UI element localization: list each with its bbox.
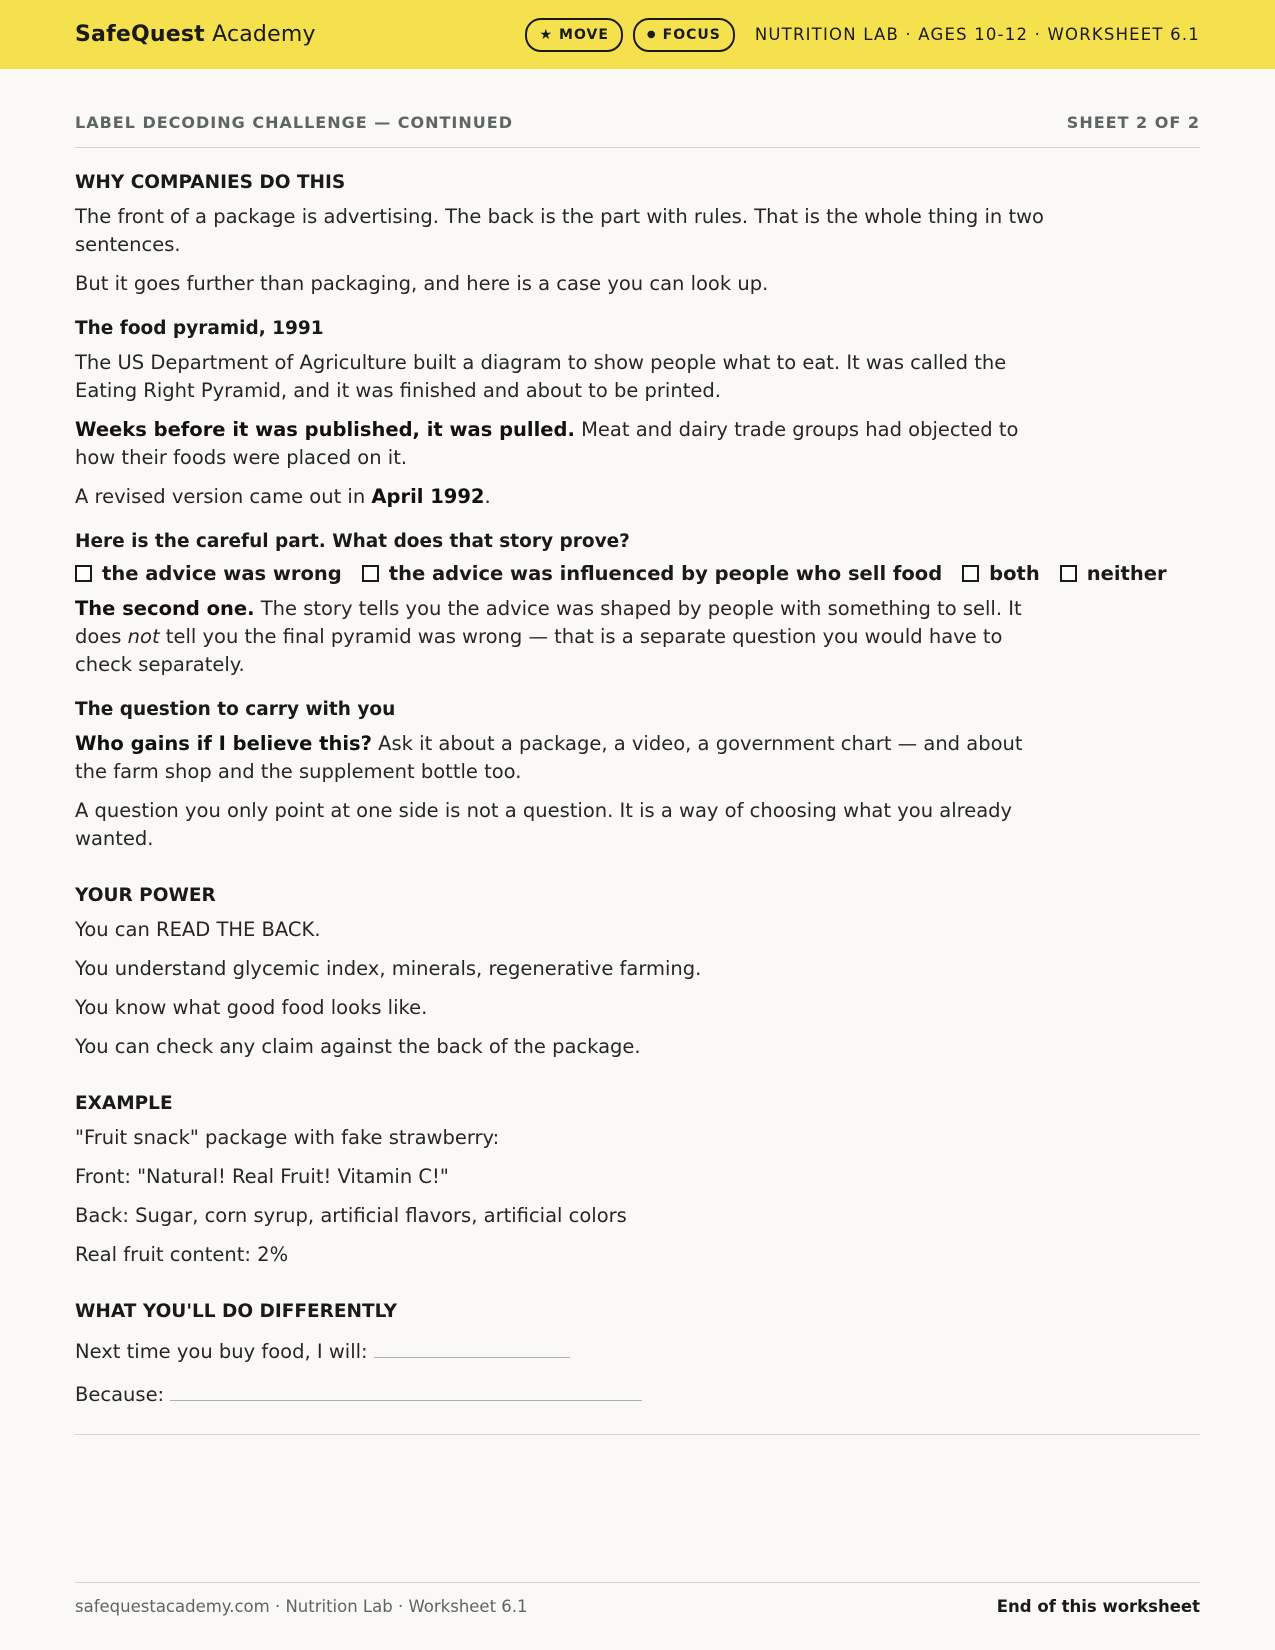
checkbox[interactable] (75, 565, 92, 582)
choice-label: both (989, 562, 1040, 585)
gains-rest: Ask it about a package, a video, a government chart — and about the farm shop and the supplement bottle too. (75, 732, 1023, 783)
will-prompt: Next time you buy food, I will: (75, 1340, 368, 1363)
revised-pre: A revised version came out in (75, 485, 372, 508)
brand-logo (75, 22, 316, 47)
answer-paragraph (75, 595, 1055, 679)
answer-bold: The second one. (75, 597, 255, 620)
pulled-rest: Meat and dairy trade groups had objected to how their foods were placed on it. (75, 418, 1019, 469)
example-line: "Fruit snack" package with fake strawberry: (75, 1126, 500, 1149)
because-prompt: Because: (75, 1383, 165, 1406)
because-answer-line[interactable] (170, 1399, 642, 1401)
star-icon: ★ (539, 26, 554, 43)
choice-label: the advice was wrong (102, 562, 342, 585)
choice-label: the advice was influenced by people who sell food (388, 562, 943, 585)
power-line: You can check any claim against the back of the package. (75, 1035, 641, 1058)
example-line: Front: "Natural! Real Fruit! Vitamin C!" (75, 1165, 449, 1188)
answer-italic: not (127, 625, 160, 648)
worksheet-meta: NUTRITION LAB · AGES 10-12 · WORKSHEET 6.1 (754, 25, 1200, 44)
will-answer-line[interactable] (374, 1356, 570, 1358)
top-banner (0, 0, 1275, 69)
carry-heading: The question to carry with you (75, 699, 396, 720)
footer-source: safequestacademy.com · Nutrition Lab · Worksheet 6.1 (75, 1597, 528, 1616)
why-paragraph-2: But it goes further than packaging, and here is a case you can look up. (75, 272, 769, 295)
revised-post: . (484, 485, 491, 508)
move-label: MOVE (559, 26, 609, 43)
pyramid-paragraph: The US Department of Agriculture built a diagram to show people what to eat. It was called the Eating Right Pyramid, and it was finished and about to be printed. (75, 351, 1007, 402)
footer-end: End of this worksheet (996, 1597, 1200, 1616)
power-heading: YOUR POWER (75, 885, 216, 906)
worksheet-body (0, 69, 1275, 1435)
header-right (525, 18, 1200, 52)
choice-label: neither (1086, 562, 1167, 585)
one-side-paragraph: A question you only point at one side is not a question. It is a way of choosing what you already wanted. (75, 799, 1013, 850)
choice-influenced[interactable] (362, 562, 942, 585)
example-list (75, 1124, 1200, 1269)
checkbox[interactable] (962, 565, 979, 582)
pyramid-heading: The food pyramid, 1991 (75, 318, 324, 339)
checkbox[interactable] (1060, 565, 1077, 582)
revised-date: April 1992 (371, 485, 485, 508)
choice-neither[interactable] (1060, 562, 1167, 585)
example-line: Back: Sugar, corn syrup, artificial flavors, artificial colors (75, 1204, 627, 1227)
answer-post: tell you the final pyramid was wrong — that is a separate question you would have to check separately. (75, 625, 1003, 676)
why-paragraph-1: The front of a package is advertising. The back is the part with rules. That is the whole thing in two sentences. (75, 205, 1044, 256)
power-line: You understand glycemic index, minerals, regenerative farming. (75, 957, 702, 980)
revised-paragraph (75, 483, 1055, 511)
power-line: You know what good food looks like. (75, 996, 428, 1019)
differently-heading: WHAT YOU'LL DO DIFFERENTLY (75, 1301, 397, 1322)
example-line: Real fruit content: 2% (75, 1243, 289, 1266)
sheet-title: LABEL DECODING CHALLENGE — CONTINUED (75, 113, 513, 132)
why-heading: WHY COMPANIES DO THIS (75, 172, 346, 193)
answer-choices (75, 562, 1200, 585)
dot-icon: ● (646, 28, 657, 40)
page-footer (75, 1582, 1200, 1616)
brand-name-bold: SafeQuest (75, 22, 205, 47)
question-heading: Here is the careful part. What does that story prove? (75, 531, 630, 552)
example-heading: EXAMPLE (75, 1093, 173, 1114)
focus-badge (633, 18, 735, 52)
move-badge (525, 18, 622, 52)
sheet-number: SHEET 2 OF 2 (1066, 113, 1200, 132)
checkbox[interactable] (362, 565, 379, 582)
sheet-subheader (75, 69, 1200, 148)
pulled-bold: Weeks before it was published, it was pulled. (75, 418, 575, 441)
brand-name-light: Academy (212, 22, 316, 47)
gains-bold: Who gains if I believe this? (75, 732, 372, 755)
answer-pre: The story tells you the advice was shaped by people with something to sell. It does (75, 597, 1022, 648)
choice-advice-wrong[interactable] (75, 562, 342, 585)
will-row (75, 1340, 1200, 1363)
power-line: You can READ THE BACK. (75, 918, 321, 941)
divider (75, 1434, 1200, 1435)
because-row (75, 1383, 1200, 1406)
choice-both[interactable] (962, 562, 1040, 585)
power-list (75, 916, 1200, 1061)
pulled-paragraph (75, 416, 1055, 472)
focus-label: FOCUS (662, 26, 721, 43)
gains-paragraph (75, 730, 1055, 786)
